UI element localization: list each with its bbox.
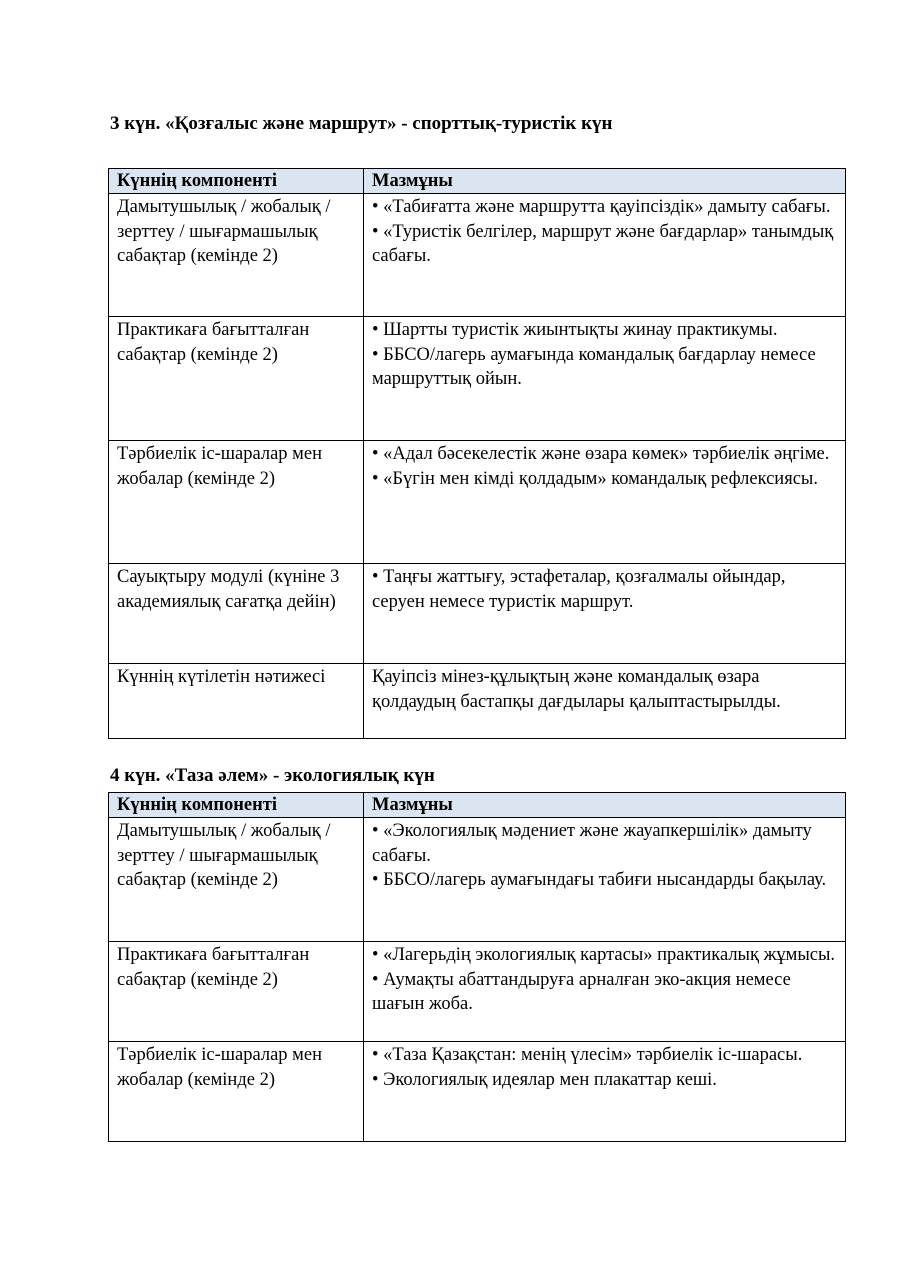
content-item: • «Экологиялық мәдениет және жауапкершілік» дамыту сабағы. (372, 821, 812, 866)
content-item: • Шартты туристік жиынтықты жинау практикумы. (372, 320, 778, 340)
table-row (109, 317, 846, 441)
content-cell (364, 441, 846, 564)
content-item: • Аумақты абаттандыруға арналған эко-акция немесе шағын жоба. (372, 969, 791, 1014)
table-row (109, 664, 846, 739)
content-item: • «Табиғатта және маршрутта қауіпсіздік» дамыту сабағы. (372, 197, 831, 217)
content-cell (364, 664, 846, 739)
content-cell (364, 1042, 846, 1142)
day3-title: 3 күн. «Қозғалыс және маршрут» - спорттық-туристік күн (110, 113, 613, 134)
content-cell (364, 317, 846, 441)
content-item: • «Туристік белгілер, маршрут және бағдарлар» танымдық сабағы. (372, 221, 834, 266)
component-cell: Дамытушылық / жобалық / зерттеу / шығармашылық сабақтар (кемінде 2) (109, 194, 364, 317)
column-header-content: Мазмұны (364, 169, 846, 194)
component-cell: Сауықтыру модулі (күніне 3 академиялық сағатқа дейін) (109, 564, 364, 664)
table-row (109, 818, 846, 942)
column-header-content: Мазмұны (364, 793, 846, 818)
column-header-component: Күннің компоненті (109, 793, 364, 818)
content-cell (364, 194, 846, 317)
table-row (109, 564, 846, 664)
content-item: • «Лагерьдің экологиялық картасы» практикалық жұмысы. (372, 945, 836, 965)
component-cell: Практикаға бағытталған сабақтар (кемінде 2) (109, 942, 364, 1042)
content-item: • «Бүгін мен кімді қолдадым» командалық рефлексиясы. (372, 468, 818, 489)
table-row (109, 194, 846, 317)
day4-title: 4 күн. «Таза әлем» - экологиялық күн (110, 765, 435, 786)
table-header-row (109, 793, 846, 818)
table-header-row (109, 169, 846, 194)
table-row (109, 441, 846, 564)
content-item: • «Таза Қазақстан: менің үлесім» тәрбиелік іс-шарасы. (372, 1045, 803, 1065)
content-item: • ББСО/лагерь аумағында командалық бағдарлау немесе маршруттық ойын. (372, 344, 816, 389)
content-cell (364, 564, 846, 664)
content-cell (364, 942, 846, 1042)
component-cell: Тәрбиелік іс-шаралар мен жобалар (кемінде 2) (109, 441, 364, 564)
content-item: • ББСО/лагерь аумағындағы табиғи нысандарды бақылау. (372, 870, 827, 890)
content-item: • Экологиялық идеялар мен плакаттар кеші. (372, 1069, 717, 1090)
day4-table (108, 792, 846, 1142)
table-row (109, 1042, 846, 1142)
column-header-component: Күннің компоненті (109, 169, 364, 194)
component-cell: Күннің күтілетін нәтижесі (109, 664, 364, 739)
component-cell: Практикаға бағытталған сабақтар (кемінде 2) (109, 317, 364, 441)
component-cell: Дамытушылық / жобалық / зерттеу / шығармашылық сабақтар (кемінде 2) (109, 818, 364, 942)
content-cell (364, 818, 846, 942)
content-item: Қауіпсіз мінез-құлықтың және командалық өзара қолдаудың бастапқы дағдылары қалыптастырылды. (372, 667, 781, 712)
table-row (109, 942, 846, 1042)
day3-table (108, 168, 846, 739)
content-item: • Таңғы жаттығу, эстафеталар, қозғалмалы ойындар, серуен немесе туристік маршрут. (372, 567, 786, 612)
component-cell: Тәрбиелік іс-шаралар мен жобалар (кемінде 2) (109, 1042, 364, 1142)
content-item: • «Адал бәсекелестік және өзара көмек» тәрбиелік әңгіме. (372, 444, 830, 464)
